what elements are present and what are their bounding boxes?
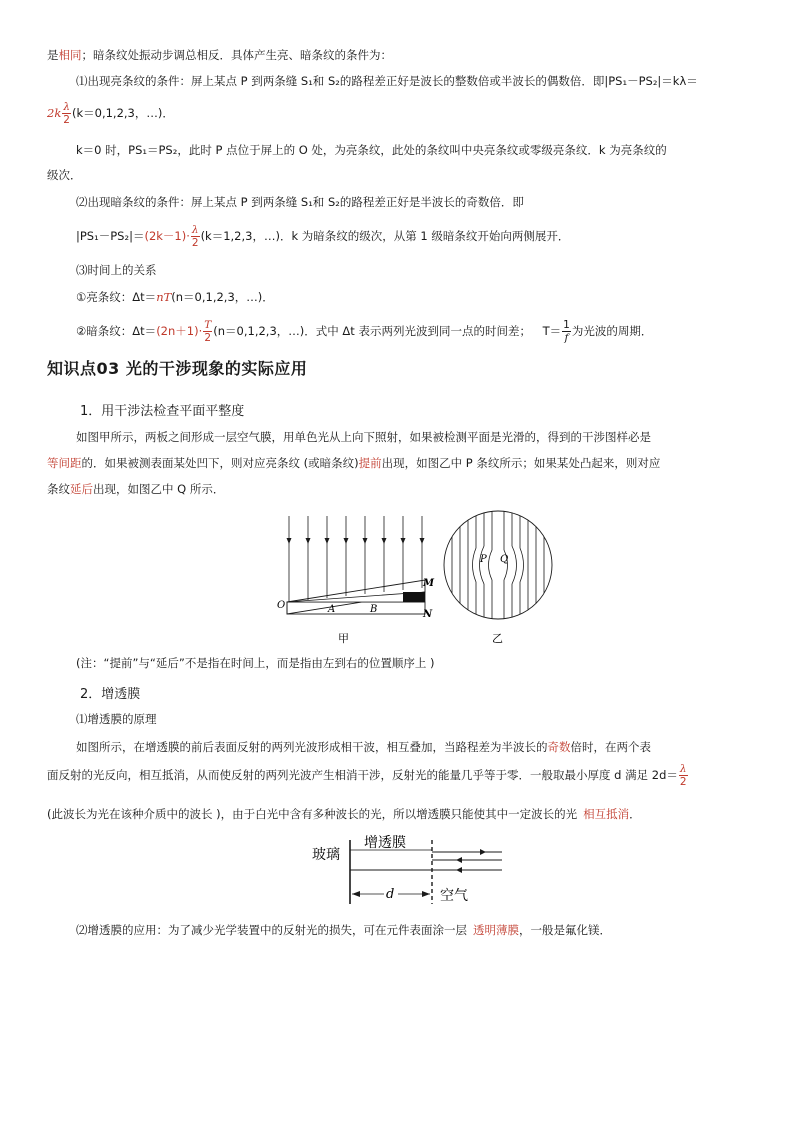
label-film: 增透膜 [364, 835, 406, 851]
coating-para2-a: 面反射的光反向，相互抵消，从而使反射的两列光波产生相消干涉，反射光的能量几乎等于零．一般取最小厚度 d 满足 2d＝ [47, 768, 678, 782]
bright-formula-post: (k＝0,1,2,3，…)． [71, 106, 174, 120]
flat-para2-b: 出现，如图乙中 P 条纹所示；如果某处凸起来，则对应 [381, 456, 661, 470]
time-dark-post: (n＝0,1,2,3，…)．式中 Δt 表示两列光波到同一点的时间差； [213, 324, 531, 338]
flat-note-text: (注：“提前”与“延后”不是指在时间上，而是指由左到右的位置顺序上 ) [76, 656, 435, 670]
k0-line2-text: 级次． [47, 168, 82, 182]
dark-formula-post: (k＝1,2,3，…)．k 为暗条纹的级次，从第 1 级暗条纹开始向两侧展开． [200, 229, 570, 243]
dark-fraction [191, 224, 200, 249]
flat-note [76, 655, 434, 671]
time-dark-pre: ②暗条纹：Δt＝ [76, 324, 157, 338]
time-bright-pre: ①亮条纹：Δt＝ [76, 290, 157, 304]
label-air: 空气 [440, 888, 468, 904]
flat-para1 [76, 429, 651, 445]
label-B: B [370, 604, 378, 615]
coating-para3-b: ． [629, 807, 641, 821]
fringe-pattern [452, 508, 544, 628]
flat-para1-text: 如图甲所示，两板之间形成一层空气膜，用单色光从上向下照射，如果被检测平面是光滑的，得到的干涉图样必是 [76, 430, 651, 444]
dark-formula [76, 223, 569, 249]
time-dark-fraction-num: T [204, 319, 212, 331]
bright-fraction-den: 2 [63, 114, 70, 126]
bright-fraction [62, 101, 71, 126]
label-N: N [423, 609, 433, 620]
coating-para1 [76, 739, 651, 755]
dark-intro-text: ⑵出现暗条纹的条件：屏上某点 P 到两条缝 S₁和 S₂的路程差正好是半波长的奇数倍．即 [76, 195, 524, 209]
time-dark-red: (2n＋1)· [156, 324, 203, 338]
time-period-pre: T＝ [542, 324, 562, 338]
caption-jia: 甲 [338, 632, 349, 645]
dark-formula-red: (2k－1)· [144, 229, 190, 243]
intro-highlight: 相同 [58, 48, 82, 62]
dark-fraction-den: 2 [191, 237, 199, 249]
bright-fraction-num: λ [63, 101, 70, 113]
bottom-plate [287, 602, 425, 614]
dark-formula-pre: |PS₁－PS₂|＝ [76, 229, 145, 243]
flat-para2-a: 的．如果被测表面某处凹下，则对应亮条纹 (或暗条纹) [81, 456, 359, 470]
bright-formula [47, 100, 174, 126]
label-M: M [423, 578, 435, 589]
label-O: O [277, 600, 286, 611]
caption-yi: 乙 [492, 632, 503, 645]
label-d: d [386, 887, 395, 902]
coating-sub2-a: ⑵增透膜的应用：为了减少光学装置中的反射光的损失，可在元件表面涂一层 [76, 923, 467, 937]
coating-figure [312, 830, 512, 910]
thickness-arrow-left [352, 891, 360, 897]
bright-formula-pre: 2k [47, 106, 62, 120]
reflected-rays [350, 852, 502, 870]
k0-line1 [76, 142, 667, 158]
period-fraction-den: f [564, 332, 569, 344]
coating-fraction-num: λ [679, 763, 687, 775]
flat-para3 [47, 481, 224, 497]
flat-para3-b: 出现，如图乙中 Q 所示． [93, 482, 225, 496]
coating-cancel: 相互抵消 [583, 807, 630, 821]
label-glass: 玻璃 [312, 847, 340, 863]
flat-late: 延后 [70, 482, 93, 496]
flat-title: 1．用干涉法检查平面平整度 [80, 404, 245, 419]
coating-para1-b: 倍时，在两个表 [570, 740, 651, 754]
coating-fraction [679, 763, 688, 788]
coating-sub1-text: ⑴增透膜的原理 [76, 712, 157, 726]
coating-para1-a: 如图所示，在增透膜的前后表面反射的两列光波形成相干波，相互叠加，当路程差为半波长的 [76, 740, 548, 754]
time-title-text: ⑶时间上的关系 [76, 263, 157, 277]
coating-film: 透明薄膜 [473, 923, 519, 937]
intro-rest: ；暗条纹处振动步调总相反．具体产生亮、暗条纹的条件为： [81, 48, 392, 62]
coating-para3 [47, 806, 641, 822]
time-period-post: 为光波的周期． [571, 324, 653, 338]
time-dark-fraction-den: 2 [204, 332, 212, 344]
flat-early: 提前 [358, 456, 382, 470]
coating-para3-a: (此波长为光在该种介质中的波长 )，由于白光中含有多种波长的光，所以增透膜只能使其中一定波长的光 [47, 807, 578, 821]
bright-intro-text: ⑴出现亮条纹的条件：屏上某点 P 到两条缝 S₁和 S₂的路程差正好是波长的整数倍或半波长的偶数倍．即|PS₁－PS₂|＝kλ＝ [76, 74, 698, 88]
bright-condition-intro [76, 73, 698, 89]
ray-arrowheads [287, 538, 425, 544]
incident-light-rays [289, 516, 422, 602]
time-dark-fraction [203, 319, 212, 344]
coating-sub2-b: ，一般是氟化镁． [519, 923, 611, 937]
flat-equal-spacing: 等间距 [47, 456, 82, 470]
intro-lead: 是 [47, 48, 59, 62]
time-bright-red: nT [156, 290, 172, 304]
flat-para2 [47, 455, 660, 471]
label-P: P [480, 554, 487, 565]
ray-arrowheads-2 [456, 849, 486, 873]
dark-fraction-num: λ [191, 224, 199, 236]
intro-line [47, 47, 392, 63]
time-title [76, 262, 157, 278]
k0-line1-text: k＝0 时，PS₁＝PS₂，此时 P 点位于屏上的 O 处，为亮条纹，此处的条纹叫中央亮条纹或零级亮条纹．k 为亮条纹的 [76, 143, 667, 157]
time-dark [76, 318, 652, 344]
coating-title: 2．增透膜 [80, 687, 141, 702]
k0-line2 [47, 167, 82, 183]
coating-para2 [47, 762, 689, 788]
coating-odd: 奇数 [547, 740, 571, 754]
period-fraction [562, 319, 571, 344]
time-bright-post: (n＝0,1,2,3，…)． [171, 290, 274, 304]
air-wedge-figure [270, 508, 560, 650]
coating-fraction-den: 2 [679, 776, 687, 788]
label-A: A [328, 604, 336, 615]
coating-sub1 [76, 711, 157, 727]
flat-para3-a: 条纹 [47, 482, 70, 496]
thickness-arrow-right [422, 891, 430, 897]
section-heading: 知识点03 光的干涉现象的实际应用 [47, 359, 308, 378]
coating-sub2 [76, 922, 611, 938]
label-Q: Q [500, 554, 509, 565]
spacer-block [403, 592, 425, 602]
period-fraction-num: 1 [563, 319, 570, 331]
dark-condition-intro [76, 194, 524, 210]
time-bright [76, 289, 274, 305]
